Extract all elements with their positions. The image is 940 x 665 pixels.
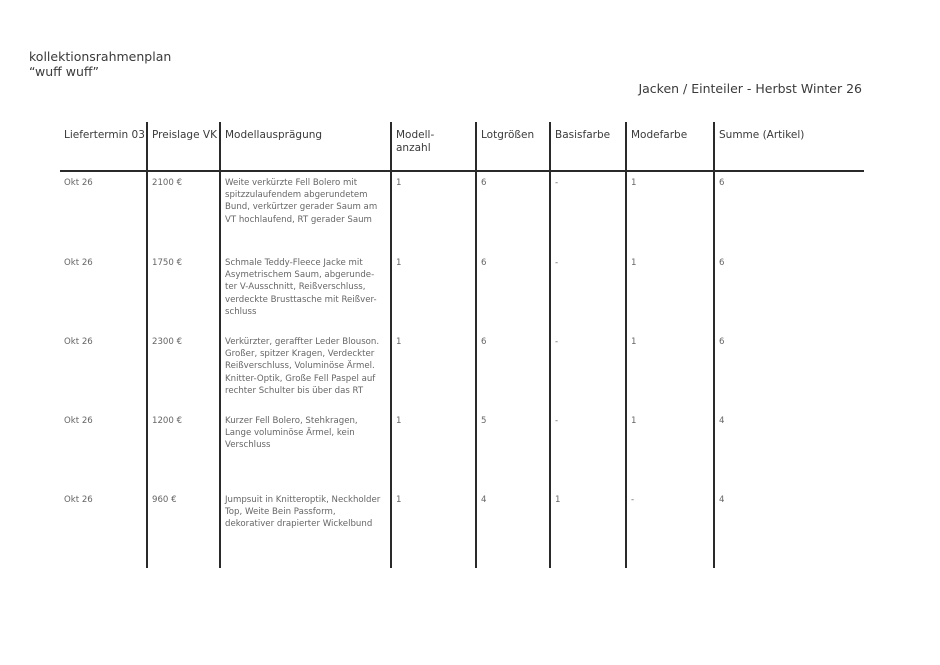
- cell-modellauspraegung: Kurzer Fell Bolero, Stehkragen, Lange voluminöse Ärmel, kein Verschluss: [225, 416, 358, 451]
- cell-preislage: 960 €: [152, 495, 177, 505]
- cell-liefertermin: Okt 26: [64, 416, 93, 426]
- document-subtitle-quote: “wuff wuff”: [29, 64, 99, 79]
- header-divider: [60, 170, 864, 172]
- cell-liefertermin: Okt 26: [64, 258, 93, 268]
- cell-modefarbe: -: [631, 495, 635, 505]
- cell-basisfarbe: -: [555, 178, 559, 188]
- cell-basisfarbe: 1: [555, 495, 561, 505]
- cell-basisfarbe: -: [555, 416, 559, 426]
- header-modellauspraegung: Modellausprägung: [225, 129, 323, 141]
- cell-basisfarbe: -: [555, 258, 559, 268]
- cell-preislage: 1200 €: [152, 416, 183, 426]
- cell-basisfarbe: -: [555, 337, 559, 347]
- column-divider: [390, 122, 392, 568]
- cell-lotgroessen: 6: [481, 178, 487, 188]
- cell-summe: 6: [719, 337, 725, 347]
- column-divider: [713, 122, 715, 568]
- header-modellanzahl: Modell- anzahl: [396, 129, 435, 154]
- cell-summe: 4: [719, 416, 725, 426]
- cell-preislage: 2300 €: [152, 337, 183, 347]
- cell-modefarbe: 1: [631, 337, 637, 347]
- header-summe: Summe (Artikel): [719, 129, 805, 141]
- header-modefarbe: Modefarbe: [631, 129, 688, 141]
- cell-modellauspraegung: Verkürzter, geraffter Leder Blouson. Großer, spitzer Kragen, Verdeckter Reißverschluss, Voluminöse Ärmel. Knitter-Optik, Große Fell Paspel auf rechter Schulter bis über das RT: [225, 337, 380, 396]
- cell-preislage: 1750 €: [152, 258, 183, 268]
- cell-summe: 6: [719, 258, 725, 268]
- cell-liefertermin: Okt 26: [64, 337, 93, 347]
- cell-modellauspraegung: Schmale Teddy-Fleece Jacke mit Asymetrischem Saum, abgerunde-ter V-Ausschnitt, Reißverschluss, verdeckte Brusttasche mit Reißver-schluss: [225, 258, 377, 317]
- cell-preislage: 2100 €: [152, 178, 183, 188]
- header-basisfarbe: Basisfarbe: [555, 129, 611, 141]
- cell-modefarbe: 1: [631, 416, 637, 426]
- cell-modellanzahl: 1: [396, 258, 402, 268]
- header-liefertermin: Liefertermin 03: [64, 129, 145, 141]
- cell-modellanzahl: 1: [396, 178, 402, 188]
- cell-lotgroessen: 6: [481, 258, 487, 268]
- column-divider: [146, 122, 148, 568]
- header-lotgroessen: Lotgrößen: [481, 129, 535, 141]
- cell-liefertermin: Okt 26: [64, 495, 93, 505]
- cell-modefarbe: 1: [631, 178, 637, 188]
- cell-modellanzahl: 1: [396, 337, 402, 347]
- column-divider: [625, 122, 627, 568]
- column-divider: [475, 122, 477, 568]
- cell-summe: 6: [719, 178, 725, 188]
- cell-modellanzahl: 1: [396, 416, 402, 426]
- cell-lotgroessen: 4: [481, 495, 487, 505]
- cell-modellanzahl: 1: [396, 495, 402, 505]
- cell-liefertermin: Okt 26: [64, 178, 93, 188]
- document-title: kollektionsrahmenplan: [29, 49, 172, 64]
- cell-modellauspraegung: Weite verkürzte Fell Bolero mit spitzzulaufendem abgerundetem Bund, verkürtzer gerader Saum am VT hochlaufend, RT gerader Saum: [225, 178, 378, 225]
- cell-lotgroessen: 6: [481, 337, 487, 347]
- category-heading: Jacken / Einteiler - Herbst Winter 26: [638, 81, 862, 96]
- column-divider: [549, 122, 551, 568]
- cell-modellauspraegung: Jumpsuit in Knitteroptik, Neckholder Top, Weite Bein Passform, dekorativer drapierter Wickelbund: [225, 495, 381, 530]
- cell-lotgroessen: 5: [481, 416, 487, 426]
- cell-modefarbe: 1: [631, 258, 637, 268]
- cell-summe: 4: [719, 495, 725, 505]
- header-preislage: Preislage VK: [152, 129, 217, 141]
- column-divider: [219, 122, 221, 568]
